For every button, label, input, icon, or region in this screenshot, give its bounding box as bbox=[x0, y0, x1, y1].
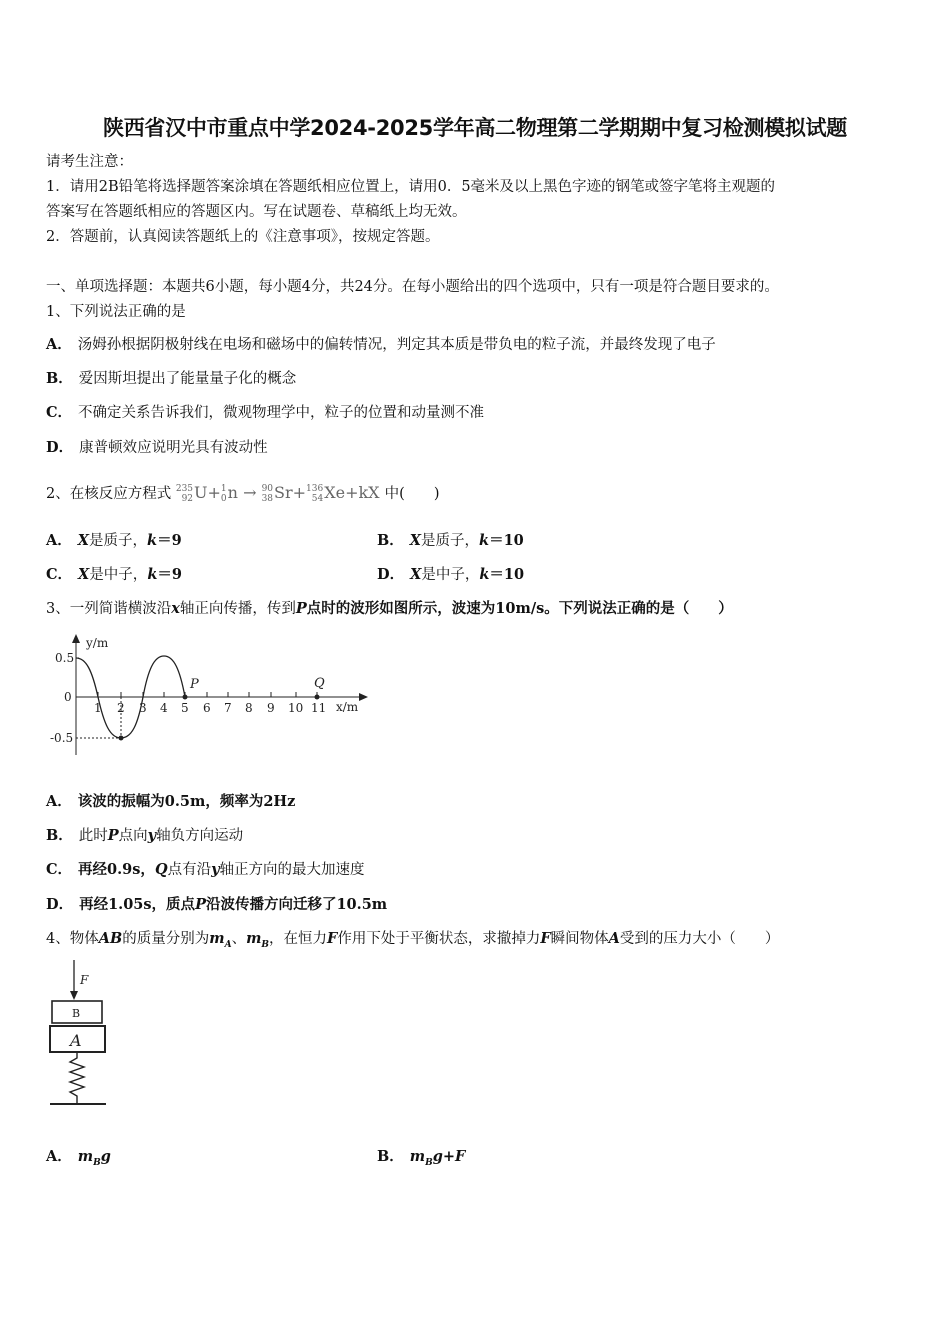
svg-text:10: 10 bbox=[288, 701, 304, 715]
force-label: F bbox=[80, 973, 89, 987]
q2-option-d: D． X是中子，k＝10 bbox=[377, 566, 525, 583]
notice-line-2: 2．答题前，认真阅读答题纸上的《注意事项》，按规定答题。 bbox=[46, 229, 440, 245]
block-a-label: A bbox=[70, 1031, 82, 1050]
y-tick-0: 0 bbox=[64, 690, 72, 704]
point-p-dot bbox=[183, 695, 188, 700]
spring-block-figure bbox=[46, 958, 116, 1110]
q2-stem: 2、在核反应方程式 235 92U+1 0n → 90 38Sr+136 54Xe+kX 中( ) bbox=[46, 483, 440, 504]
q4-option-a: A． $m_Bg$ bbox=[46, 1148, 111, 1168]
force-arrow-head bbox=[70, 991, 78, 1000]
wave-figure bbox=[46, 630, 376, 760]
trough-point bbox=[119, 736, 124, 741]
q1-option-c: C． 不确定关系告诉我们，微观物理学中，粒子的位置和动量测不准 bbox=[46, 404, 485, 421]
notice-heading: 请考生注意： bbox=[46, 154, 133, 170]
svg-text:9: 9 bbox=[267, 701, 275, 715]
point-q-dot bbox=[315, 695, 320, 700]
q2-option-a: A． X是质子，k＝9 bbox=[46, 532, 182, 549]
q2-option-c: C． X是中子，k＝9 bbox=[46, 566, 182, 583]
q1-option-b: B． 爱因斯坦提出了能量量子化的概念 bbox=[46, 370, 297, 387]
q3-option-d: D． 再经1.05s，质点P沿波传播方向迁移了10.5m bbox=[46, 896, 388, 913]
q1-option-a: A． 汤姆孙根据阴极射线在电场和磁场中的偏转情况，判定其本质是带负电的粒子流，并最终发现了电子 bbox=[46, 336, 716, 353]
block-b-label: B bbox=[72, 1007, 81, 1020]
notice-line-1a: 1．请用2B铅笔将选择题答案涂填在答题纸相应位置上，请用0．5毫米及以上黑色字迹的钢笔或签字笔将主观题的 bbox=[46, 179, 776, 195]
y-tick-0.5: 0.5 bbox=[55, 651, 75, 665]
svg-text:7: 7 bbox=[224, 701, 232, 715]
q3-option-c: C． 再经0.9s，Q点有沿y轴正方向的最大加速度 bbox=[46, 861, 365, 878]
q3-option-b: B． 此时P点向y轴负方向运动 bbox=[46, 827, 244, 844]
notice-line-1b: 答案写在答题纸相应的答题区内。写在试题卷、草稿纸上均无效。 bbox=[46, 204, 467, 220]
svg-text:3: 3 bbox=[139, 701, 147, 715]
point-q-label: Q bbox=[314, 676, 325, 691]
point-p-label: P bbox=[190, 677, 199, 692]
x-axis-arrow bbox=[359, 693, 368, 701]
svg-text:11: 11 bbox=[311, 701, 327, 715]
q3-option-a: A． 该波的振幅为0.5m，频率为2Hz bbox=[46, 793, 296, 810]
q2-option-b: B． X是质子，k＝10 bbox=[377, 532, 524, 549]
nuclear-equation: 235 92U+1 0n → 90 38Sr+136 54Xe+kX bbox=[175, 483, 380, 504]
svg-text:2: 2 bbox=[117, 701, 125, 715]
x-axis-label: x/m bbox=[336, 700, 359, 714]
svg-text:6: 6 bbox=[203, 701, 211, 715]
svg-text:1: 1 bbox=[94, 701, 102, 715]
y-tick-neg0.5: -0.5 bbox=[50, 731, 74, 745]
y-axis-label: y/m bbox=[86, 636, 109, 650]
q4-option-b: B． $m_Bg+F$ bbox=[377, 1148, 466, 1168]
spring bbox=[70, 1052, 84, 1103]
svg-text:5: 5 bbox=[181, 701, 189, 715]
q3-stem: 3、一列简谐横波沿x轴正向传播，传到P点时的波形如图所示，波速为10m/s。下列说法正确的是（ ） bbox=[46, 600, 733, 617]
section-heading: 一、单项选择题：本题共6小题，每小题4分，共24分。在每小题给出的四个选项中，只有一项是符合题目要求的。 bbox=[46, 279, 779, 295]
y-axis-arrow bbox=[72, 634, 80, 643]
q4-stem: 4、物体AB的质量分别为$m_A$、$m_B$，在恒力F作用下处于平衡状态，求撤掉力F瞬间物体A受到的压力大小（ ） bbox=[46, 930, 780, 950]
svg-text:8: 8 bbox=[245, 701, 253, 715]
svg-text:4: 4 bbox=[160, 701, 168, 715]
q1-stem: 1、下列说法正确的是 bbox=[46, 304, 186, 320]
x-ticks bbox=[94, 692, 326, 715]
page-title: 陕西省汉中市重点中学2024-2025学年高二物理第二学期期中复习检测模拟试题 bbox=[103, 116, 847, 140]
q1-option-d: D． 康普顿效应说明光具有波动性 bbox=[46, 439, 268, 456]
